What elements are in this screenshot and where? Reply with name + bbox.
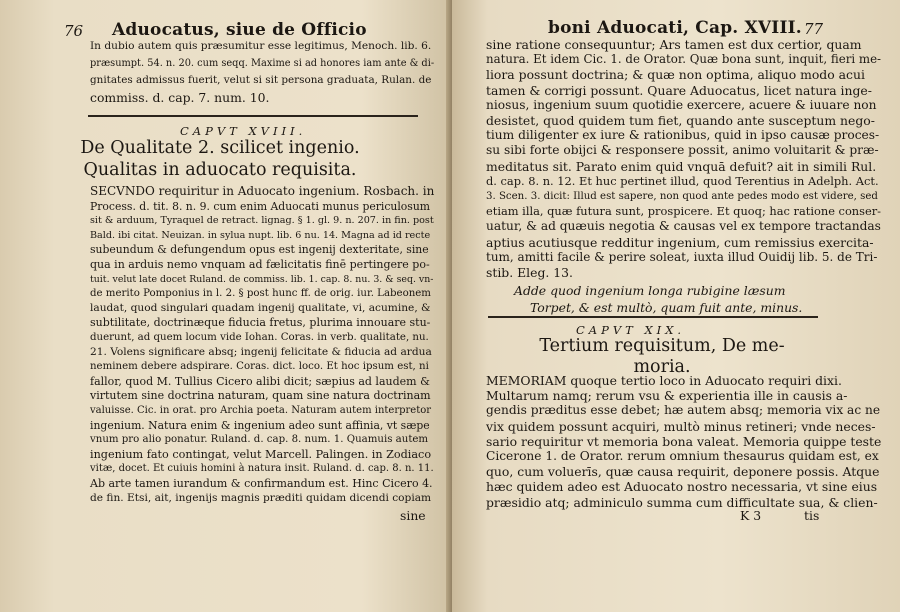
text-line: SECVNDO requiritur in Aduocato ingenium. Rosbach. in (90, 184, 435, 198)
text-line: laudat, quod singulari quadam ingenij qualitate, vi, acumine, & (90, 301, 431, 314)
text-line: vnum pro alio ponatur. Ruland. d. cap. 8. num. 1. Quamuis autem (90, 434, 429, 446)
text-line: subeundum & defungendum opus est ingenij dexteritate, sine (90, 243, 429, 257)
text-line: præsidio atq; adminiculo summa cum difficultate sua, & clien- (486, 494, 878, 510)
text-line: natura. Et idem Cic. 1. de Orator. Quæ bona sunt, inquit, fieri me- (486, 52, 882, 67)
left-chapter-title-2: Qualitas in aduocato requisita. (83, 160, 357, 180)
text-line: hæc quidem adeo est Aduocato nostro necessaria, vt sine eius (486, 479, 878, 495)
left-chapter-label: CAPVT XVIII. (180, 124, 307, 138)
verse-line-1: Adde quod ingenium longa rubigine læsum (514, 283, 786, 298)
text-line: neminem debere adspirare. Coras. dict. loco. Et hoc ipsum est, ni (90, 361, 429, 373)
left-catchword: sine (400, 508, 426, 523)
text-line: vix quidem possunt acquiri, multò minus retineri; vnde neces- (486, 418, 876, 434)
text-line: subtilitate, doctrinæque fiducia fretus, plurima innouare stu- (90, 316, 431, 330)
text-line: Cicerone 1. de Orator. rerum omnium thesaurus quidam est, ex (486, 449, 879, 463)
text-line: etiam illa, quæ futura sunt, prospicere. Et quoq; hac ratione conser- (486, 204, 882, 219)
text-line: fallor, quod M. Tullius Cicero alibi dicit; sæpius ad laudem & (90, 374, 430, 388)
right-header-rule (488, 316, 818, 318)
text-line: MEMORIAM quoque tertio loco in Aduocato requiri dixi. (486, 373, 842, 388)
text-line: quo, cum voluerīs, quæ causa requirit, deponere possis. Atque (486, 464, 880, 480)
text-line: præsumpt. 54. n. 20. cum seqq. Maxime si ad honores iam ante & di- (90, 58, 435, 69)
left-folio: 76 (64, 22, 84, 40)
text-line: sit & arduum, Tyraquel de retract. lignag. § 1. gl. 9. n. 207. in fin. post (90, 215, 434, 227)
text-line: tum, amitti facile & perire soleat, iuxta illud Ouidij lib. 5. de Tri- (486, 249, 878, 264)
right-page (452, 0, 900, 612)
text-line: meditatus sit. Parato enim quid vnquā defuit? ait in simili Rul. (486, 158, 877, 174)
text-line: d. cap. 8. n. 12. Et huc pertinet illud, quod Terentius in Adelph. Act. (486, 173, 879, 188)
text-line: stib. Eleg. 13. (486, 265, 573, 280)
right-catchword: tis (804, 508, 820, 523)
text-line: su sibi forte obijci & responsere possit, animo voluitarit & præ- (486, 143, 879, 158)
text-line: de fin. Etsi, ait, ingenijs magnis præditi quidam dicendi copiam (90, 491, 432, 504)
text-line: virtutem sine doctrina naturam, quam sine natura doctrinam (90, 389, 431, 403)
verse-line-2: Torpet, & est multò, quam fuit ante, minus. (530, 300, 803, 315)
right-chapter-title-1: Tertium requisitum, De me- (539, 336, 785, 356)
text-line: uatur, & ad quæuis negotia & causas vel ex tempore tractandas (486, 219, 881, 234)
text-line: tium diligenter ex iure & rationibus, quid in ipso causæ proces- (486, 128, 880, 143)
text-line: vitæ, docet. Et cuiuis homini à natura insit. Ruland. d. cap. 8. n. 11. (90, 463, 434, 475)
right-signature: K 3 (740, 508, 762, 523)
text-line: ingenium fato contingat, velut Marcell. Palingen. in Zodiaco (90, 447, 432, 461)
right-chapter-title-2: moria. (633, 357, 691, 377)
text-line: valuisse. Cic. in orat. pro Archia poeta. Naturam autem interpretor (90, 405, 432, 416)
text-line: liora possunt doctrina; & quæ non optima, aliquo modo acui (486, 67, 865, 83)
text-line: duerunt, ad quem locum vide Iohan. Coras. in verb. qualitate, nu. (90, 332, 429, 343)
text-line: desistet, quod quidem tum fiet, quando ante susceptum nego- (486, 113, 875, 128)
text-line: 21. Volens significare absq; ingenij felicitate & fiducia ad ardua (90, 345, 432, 358)
text-line: In dubio autem quis præsumitur esse legitimus, Menoch. lib. 6. (90, 40, 432, 52)
text-line: tuit. velut late docet Ruland. de commiss. lib. 1. cap. 8. nu. 3. & seq. vn- (90, 273, 434, 285)
text-line: Multarum namq; rerum vsu & experientia ille in causis a- (486, 388, 848, 404)
text-line: niosus, ingenium suum quotidie exercere, acuere & iuuare non (486, 97, 877, 112)
right-running-head: boni Aduocati, Cap. XVIII. (548, 18, 802, 38)
text-line: de merito Pomponius in l. 2. § post hunc ff. de orig. iur. Labeonem (90, 288, 431, 300)
text-line: tamen & corrigi possunt. Quare Aduocatus, licet natura inge- (486, 82, 872, 98)
text-line: ingenium. Natura enim & ingenium adeo sunt affinia, vt sæpe (90, 418, 430, 432)
text-line: gendis præditus esse debet; hæ autem absq; memoria vix ac ne (486, 403, 881, 418)
text-line: Bald. ibi citat. Neuizan. in sylua nupt. lib. 6 nu. 14. Magna ad id recte (90, 229, 431, 241)
right-folio: 77 (804, 20, 824, 38)
left-running-head: Aduocatus, siue de Officio (112, 20, 367, 40)
right-chapter-label: CAPVT XIX. (576, 323, 686, 337)
text-line: 3. Scen. 3. dicit: Illud est sapere, non quod ante pedes modo est videre, sed (486, 191, 878, 202)
left-chapter-title-1: De Qualitate 2. scilicet ingenio. (80, 138, 360, 158)
text-line: sine ratione consequuntur; Ars tamen est dux certior, quam (486, 37, 862, 52)
text-line: Process. d. tit. 8. n. 9. cum enim Aduocati munus periculosum (90, 199, 431, 213)
left-header-rule (88, 115, 418, 117)
text-line: qua in arduis nemo vnquam ad fælicitatis finē pertingere po- (90, 258, 430, 271)
text-line: Ab arte tamen iurandum & confirmandum est. Hinc Cicero 4. (90, 477, 433, 490)
text-line: commiss. d. cap. 7. num. 10. (90, 90, 270, 105)
text-line: sario requiritur vt memoria bona valeat. Memoria quippe teste (486, 433, 882, 449)
text-line: gnitates admissus fuerit, velut si sit persona graduata, Rulan. de (90, 74, 432, 86)
text-line: aptius acutiusque redditur ingenium, cum remissius exercita- (486, 234, 874, 250)
